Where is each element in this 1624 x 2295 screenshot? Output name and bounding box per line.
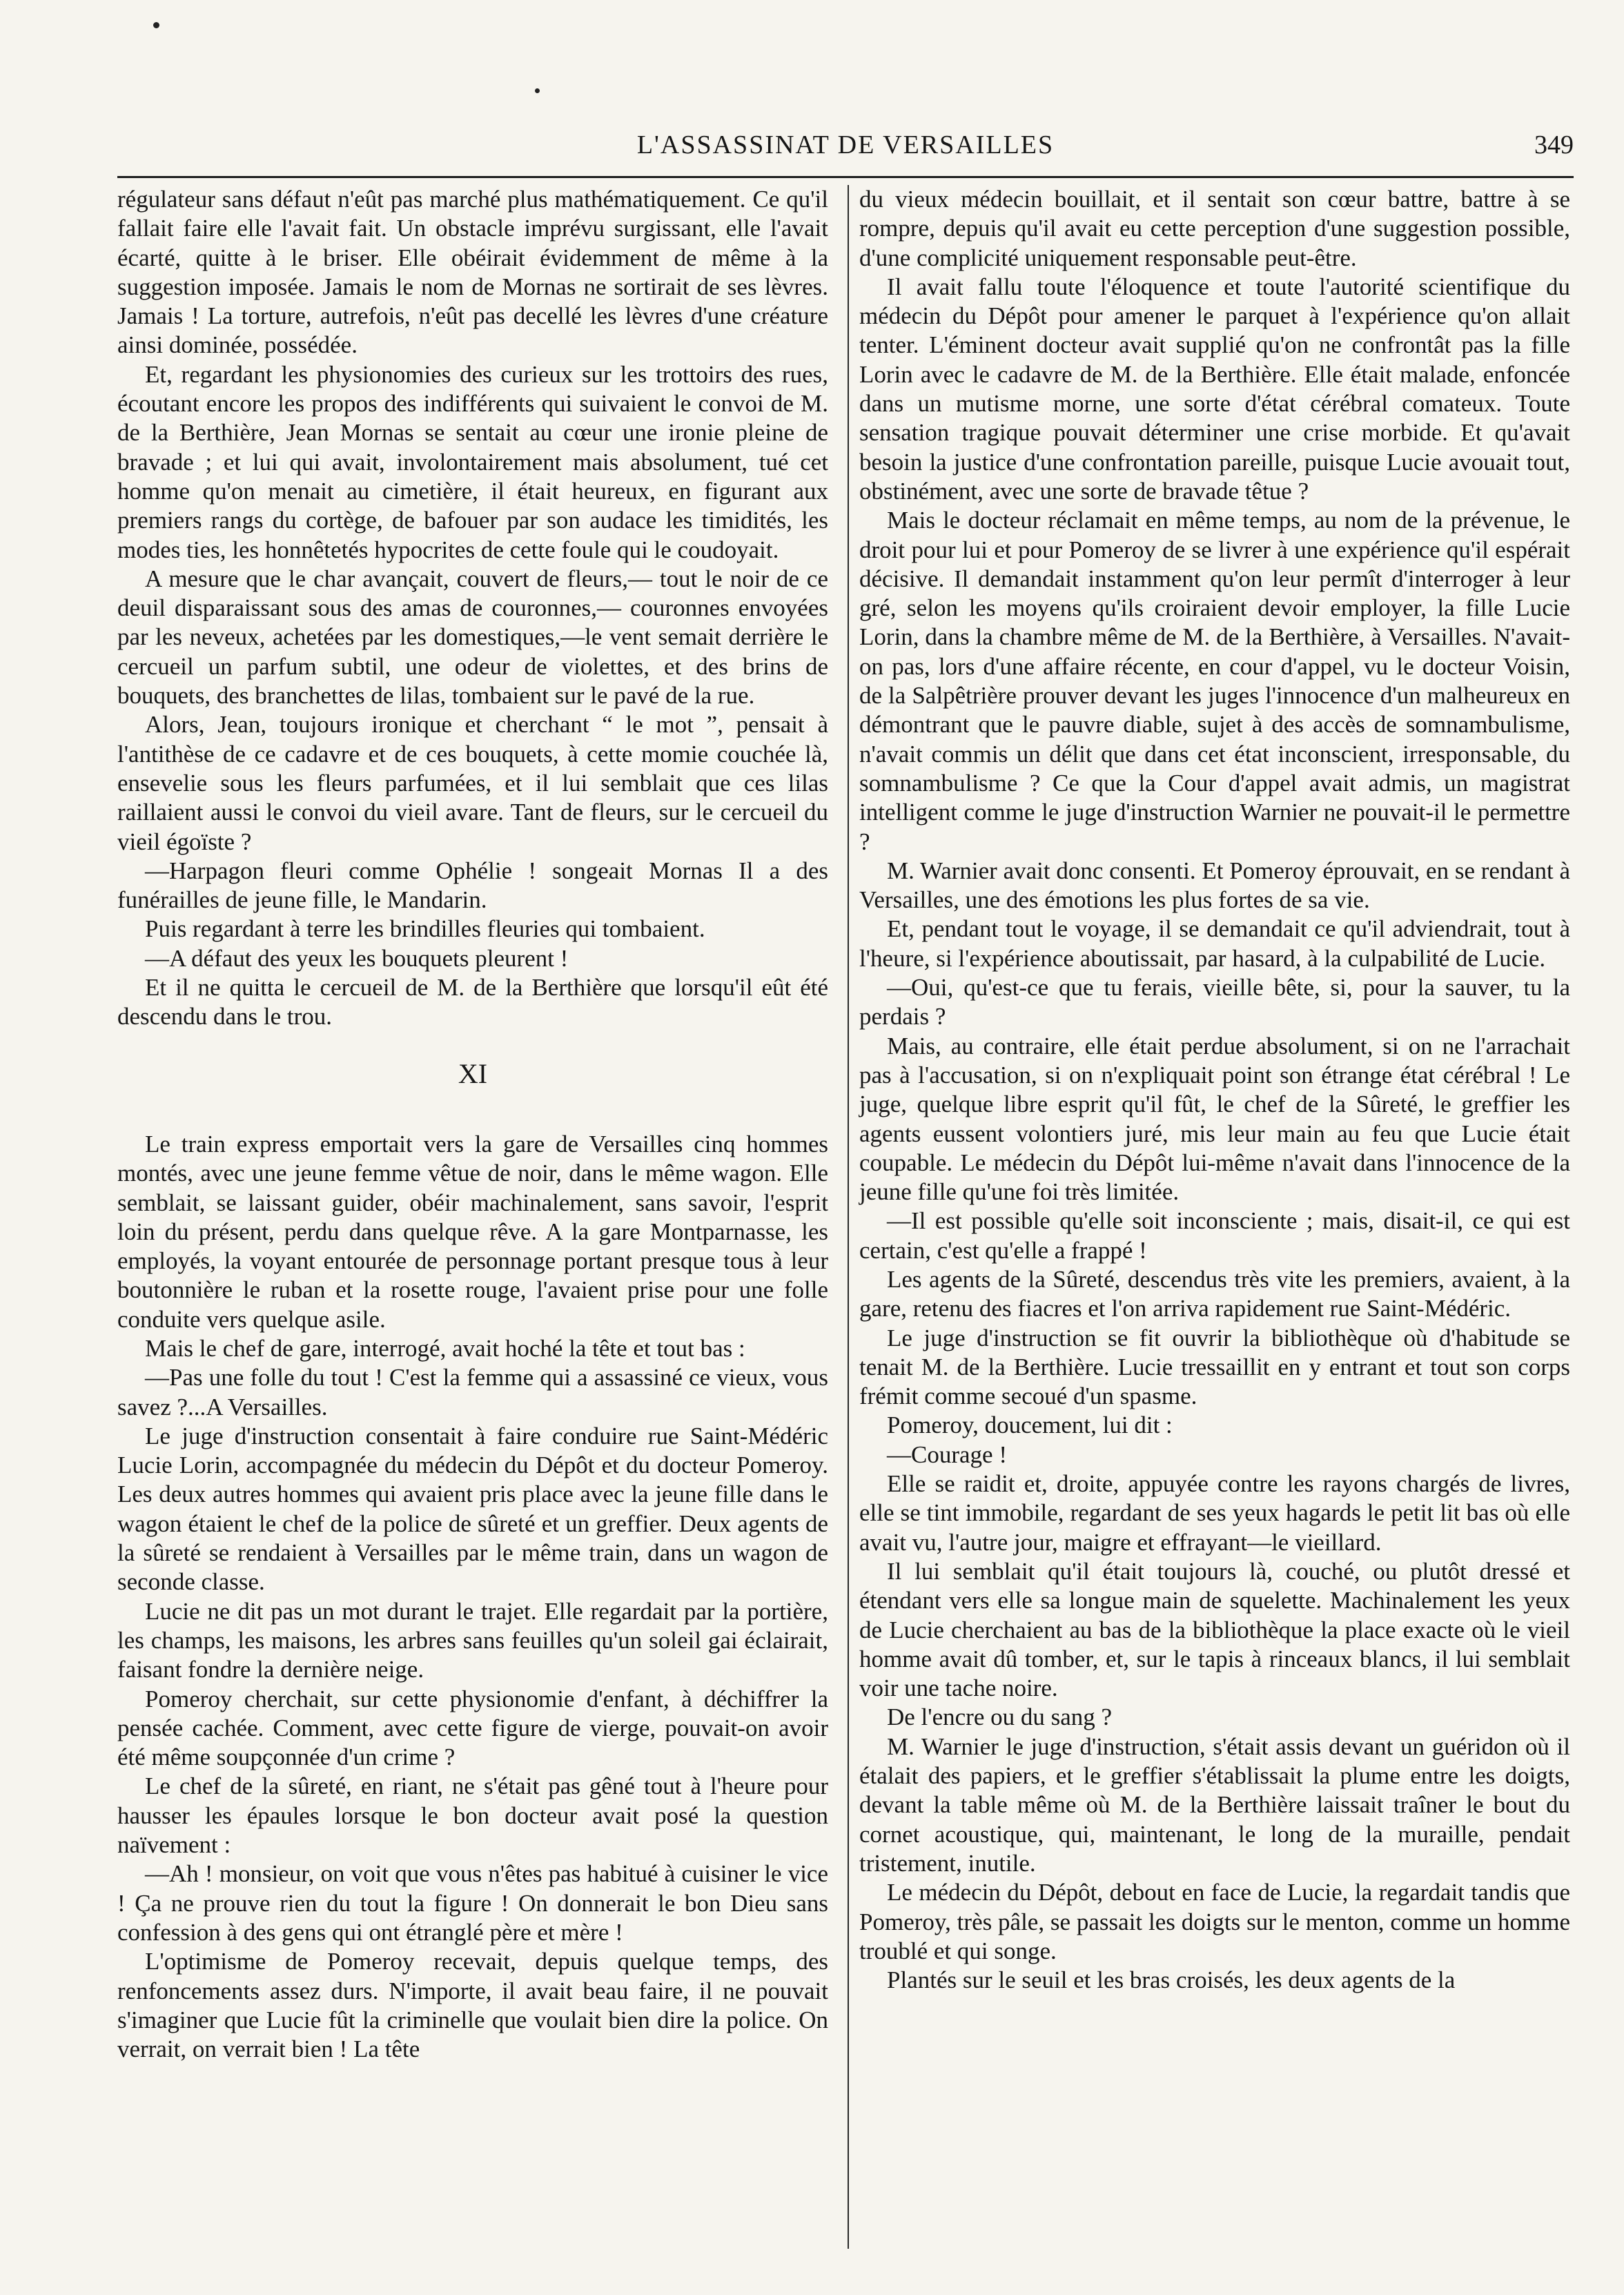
paragraph: —A défaut des yeux les bouquets pleurent ! bbox=[145, 944, 569, 972]
paragraph: Le médecin du Dépôt, debout en face de Lucie, la regardait tandis que Pomeroy, très pâle, se passait les doigts sur le menton, comme un homme troublé et qui songe. bbox=[859, 1879, 1570, 1964]
paragraph: régulateur sans défaut n'eût pas marché plus mathématiquement. Ce qu'il fallait faire elle l'avait fait. Un obstacle imprévu surgissant, elle l'avait écarté, quitte à le briser. Elle obéirait évidemment de même à la suggestion imposée. Jamais le nom de Mornas ne sortirait de ses lèvres. Jamais ! La torture, autrefois, n'eût pas decellé les lèvres d'une créature ainsi dominée, possédée. bbox=[117, 186, 828, 359]
paragraph: Et, regardant les physionomies des curieux sur les trottoirs des rues, écoutant encore les propos des indifférents qui suivaient le convoi de M. de la Berthière, Jean Mornas se sentait au cœur une ironie pleine de bravade ; et lui qui avait, involontairement mais absolument, tué cet homme qu'on menait au cimetière, il était heureux, en figurant aux premiers rangs du cortège, de bafouer par son audace les timidités, les modes ties, les honnêtetés hypocrites de cette foule qui le coudoyait. bbox=[117, 360, 828, 563]
paragraph: Et, pendant tout le voyage, il se demandait ce qu'il adviendrait, tout à l'heure, si l'expérience aboutissait, par hasard, à la culpabilité de Lucie. bbox=[859, 915, 1570, 972]
paragraph: du vieux médecin bouillait, et il sentait son cœur battre, battre à se rompre, depuis qu'il avait eu cette perception d'une suggestion possible, d'une complicité uniquement responsable peut-être. bbox=[859, 186, 1570, 271]
paragraph: A mesure que le char avançait, couvert de fleurs,— tout le noir de ce deuil disparaissant sous des amas de couronnes,— couronnes envoyées par les neveux, achetées par les domestiques,—le vent semait derrière le cercueil un parfum subtil, une odeur de violettes, et des brins de bouquets, des branchettes de lilas, tombaient sur le pavé de la rue. bbox=[117, 565, 828, 710]
paragraph: —Oui, qu'est-ce que tu ferais, vieille bête, si, pour la sauver, tu la perdais ? bbox=[859, 974, 1570, 1031]
print-speck bbox=[153, 22, 159, 28]
paragraph: Le juge d'instruction consentait à faire conduire rue Saint-Médéric Lucie Lorin, accompagnée du médecin du Dépôt et du docteur Pomeroy. Les deux autres hommes qui avaient pris place avec la jeune fille dans le wagon étaient le chef de la police de sûreté et un greffier. Deux agents de la sûreté se rendaient à Versailles par le même train, dans un wagon de seconde classe. bbox=[117, 1422, 828, 1596]
paragraph: Pomeroy, doucement, lui dit : bbox=[887, 1412, 1173, 1439]
paragraph: Pomeroy cherchait, sur cette physionomie d'enfant, à déchiffrer la pensée cachée. Comment, avec cette figure de vierge, pouvait-on avoir été même soupçonnée d'un crime ? bbox=[117, 1685, 828, 1771]
paragraph: Lucie ne dit pas un mot durant le trajet. Elle regardait par la portière, les champs, les maisons, les arbres sans feuilles qu'un soleil gai éclairait, faisant fondre la dernière neige. bbox=[117, 1597, 828, 1683]
paragraph: M. Warnier le juge d'instruction, s'était assis devant un guéridon où il étalait des papiers, et le greffier s'établissait la plume entre les doigts, devant la table même où M. de la Berthière laissait traîner le bout du cornet acoustique, qui, maintenant, le long de la muraille, pendait tristement, inutile. bbox=[859, 1732, 1570, 1877]
page-number: 349 bbox=[1534, 130, 1574, 159]
header-rule bbox=[117, 176, 1574, 178]
column-divider bbox=[848, 185, 849, 2249]
paragraph: Mais le chef de gare, interrogé, avait hoché la tête et tout bas : bbox=[145, 1334, 745, 1362]
paragraph: Mais le docteur réclamait en même temps, au nom de la prévenue, le droit pour lui et pour Pomeroy de se livrer à une expérience qu'il espérait décisive. Il demandait instamment qu'on leur permît d'interroger à leur gré, selon les moyens qu'ils croiraient devoir employer, la fille Lucie Lorin, dans la chambre même de M. de la Berthière, à Versailles. N'avait-on pas, lors d'une affaire récente, en cour d'appel, vu le docteur Voisin, de la Salpêtrière prouver devant les juges l'innocence d'un malheureux en démontrant que le pauvre diable, sujet à des accès de somnambulisme, n'avait commis un délit que dans cet état inconscient, irresponsable, du somnambulisme ? Ce que la Cour d'appel avait admis, un magistrat intelligent comme le juge d'instruction Warnier ne pouvait-il le permettre ? bbox=[859, 507, 1570, 855]
paragraph: Puis regardant à terre les brindilles fleuries qui tombaient. bbox=[145, 915, 705, 943]
paragraph: Plantés sur le seuil et les bras croisés, les deux agents de la bbox=[887, 1966, 1456, 1994]
print-speck bbox=[535, 88, 540, 93]
paragraph: Il avait fallu toute l'éloquence et toute l'autorité scientifique du médecin du Dépôt pour amener le parquet à l'expérience qu'on allait tenter. L'éminent docteur avait supplié qu'on ne confrontât pas la fille Lorin avec le cadavre de M. de la Berthière. Elle était malade, enfoncée dans un mutisme morne, une sorte d'état cérébral comateux. Toute sensation tragique pouvait déterminer une crise morbide. Et qu'avait besoin la justice d'une confrontation pareille, puisque Lucie avouait tout, obstinément, avec une sorte de bravade têtue ? bbox=[859, 273, 1570, 505]
paragraph: M. Warnier avait donc consenti. Et Pomeroy éprouvait, en se rendant à Versailles, une des émotions les plus fortes de sa vie. bbox=[859, 857, 1570, 914]
paragraph: Elle se raidit et, droite, appuyée contre les rayons chargés de livres, elle se tint immobile, regardant de ses yeux hagards le petit lit bas où elle avait vu, l'autre jour, maigre et effrayant—le vieillard. bbox=[859, 1470, 1570, 1556]
paragraph: Alors, Jean, toujours ironique et cherchant “ le mot ”, pensait à l'antithèse de ce cadavre et de ces bouquets, à cette momie couchée là, ensevelie sous les fleurs parfumées, et il lui semblait que ces lilas raillaient aussi le convoi du vieil avare. Tant de fleurs, sur le cercueil du vieil égoïste ? bbox=[117, 711, 828, 855]
paragraph: Les agents de la Sûreté, descendus très vite les premiers, avaient, à la gare, retenu des fiacres et l'on arriva rapidement rue Saint-Médéric. bbox=[859, 1265, 1570, 1322]
page-header bbox=[117, 130, 1574, 171]
paragraph: Le juge d'instruction se fit ouvrir la bibliothèque où d'habitude se tenait M. de la Berthière. Lucie tressaillit en y entrant et tout son corps frémit comme secoué d'un spasme. bbox=[859, 1324, 1570, 1410]
left-column bbox=[117, 185, 828, 2256]
paragraph: Le chef de la sûreté, en riant, ne s'était pas gêné tout à l'heure pour hausser les épaules lorsque le bon docteur avait posé la question naïvement : bbox=[117, 1772, 828, 1859]
paragraph: L'optimisme de Pomeroy recevait, depuis quelque temps, des renfoncements assez durs. N'importe, il avait beau faire, il ne pouvait s'imaginer que Lucie fût la criminelle que voulait bien dire la police. On verrait, on verrait bien ! La tête bbox=[117, 1948, 828, 2063]
paragraph: —Il est possible qu'elle soit inconsciente ; mais, disait-il, ce qui est certain, c'est qu'elle a frappé ! bbox=[859, 1207, 1570, 1264]
paragraph: —Courage ! bbox=[887, 1441, 1007, 1468]
chapter-heading: XI bbox=[458, 1057, 488, 1089]
paragraph: De l'encre ou du sang ? bbox=[887, 1703, 1113, 1731]
paragraph: —Ah ! monsieur, on voit que vous n'êtes pas habitué à cuisiner le vice ! Ça ne prouve rien du tout la figure ! On donnerait le bon Dieu sans confession à des gens qui ont étranglé père et mère ! bbox=[117, 1860, 828, 1946]
paragraph: —Pas une folle du tout ! C'est la femme qui a assassiné ce vieux, vous savez ?...A Versailles. bbox=[117, 1364, 828, 1420]
paragraph: —Harpagon fleuri comme Ophélie ! songeait Mornas Il a des funérailles de jeune fille, le Mandarin. bbox=[117, 857, 828, 914]
paragraph: Il lui semblait qu'il était toujours là, couché, ou plutôt dressé et étendant vers elle sa longue main de squelette. Machinalement les yeux de Lucie cherchaient au bas de la bibliothèque la place exacte où le vieil homme avait dû tomber, et, sur le tapis à rinceaux blancs, il lui semblait voir une tache noire. bbox=[859, 1557, 1570, 1702]
paragraph: Le train express emportait vers la gare de Versailles cinq hommes montés, avec une jeune femme vêtue de noir, dans le même wagon. Elle semblait, se laissant guider, obéir machinalement, sans savoir, l'esprit loin du présent, perdu dans quelque rêve. A la gare Montparnasse, les employés, la voyant entourée de personnage portant presque tous à leur boutonnière le ruban et la rosette rouge, l'avaient prise pour une folle conduite vers quelque asile. bbox=[117, 1130, 828, 1333]
right-column bbox=[859, 185, 1570, 2256]
running-title: L'ASSASSINAT DE VERSAILLES bbox=[636, 130, 1055, 159]
paragraph: Mais, au contraire, elle était perdue absolument, si on ne l'arrachait pas à l'accusation, si on n'expliquait point son étrange état cérébral ! Le juge, quelque libre esprit qu'il fût, le chef de la Sûreté, le greffier les agents eussent volontiers juré, mis leur main au feu que Lucie était coupable. Le médecin du Dépôt lui-même n'avait dans l'innocence de la jeune fille qu'une foi très limitée. bbox=[859, 1032, 1570, 1206]
paragraph: Et il ne quitta le cercueil de M. de la Berthière que lorsqu'il eût été descendu dans le trou. bbox=[117, 974, 828, 1031]
